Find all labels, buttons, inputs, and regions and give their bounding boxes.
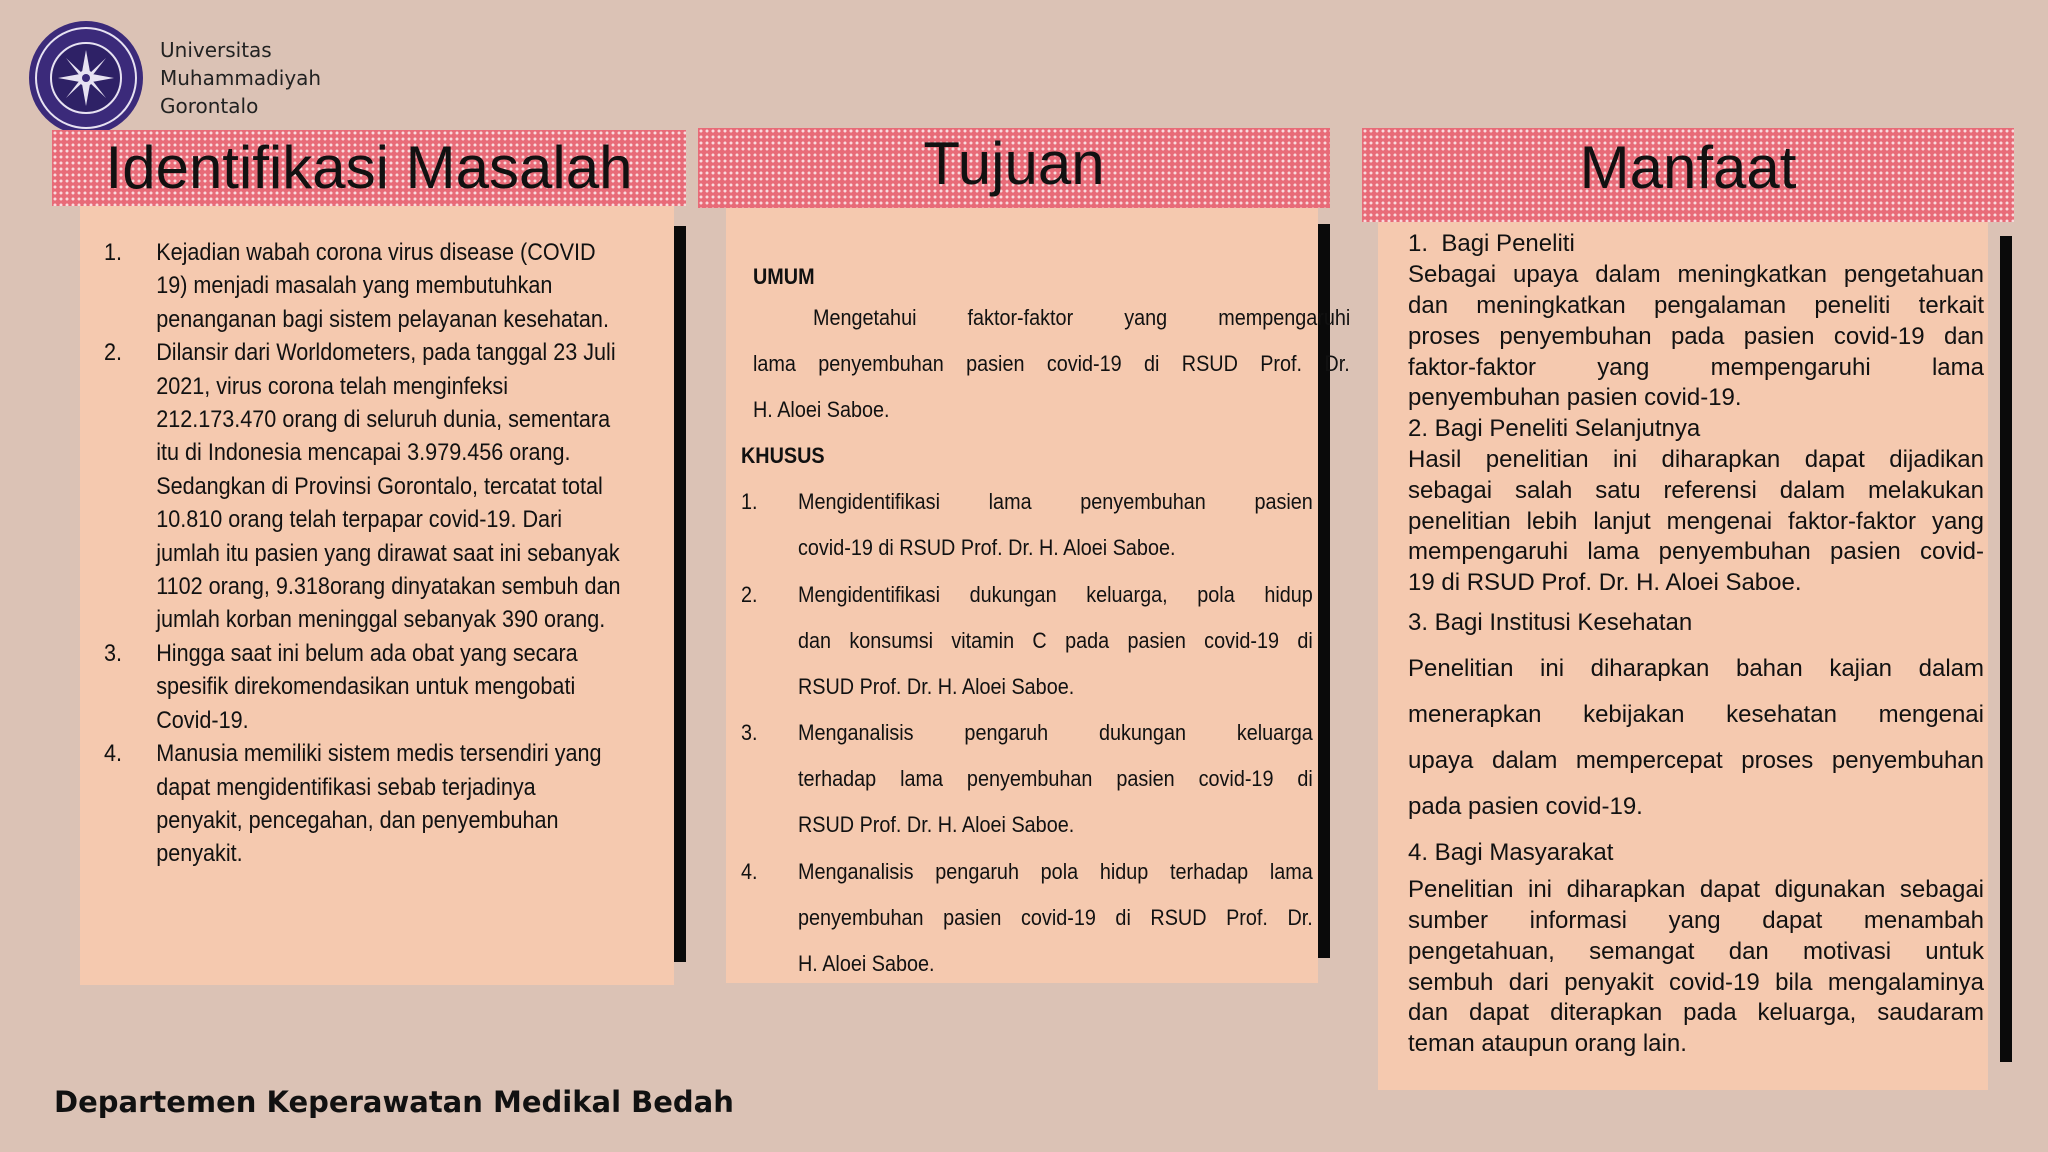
list-item: 3. Hingga saat ini belum ada obat yang secara spesifik direkomendasikan untuk mengobati Covid-19. — [104, 639, 578, 734]
manfaat-line: penyembuhan pasien covid-19. — [1408, 384, 1742, 411]
manfaat-heading: 3. Bagi Institusi Kesehatan — [1408, 609, 1693, 636]
khusus-line: Menganalisis pengaruh pola hidup terhadap lama — [798, 859, 1313, 884]
khusus-line: RSUD Prof. Dr. H. Aloei Saboe. — [798, 674, 1075, 699]
manfaat-accent-bar — [2000, 236, 2012, 1062]
identifikasi-list — [104, 236, 655, 871]
manfaat-line: dan meningkatkan pengalaman peneliti terkait — [1408, 292, 1984, 319]
khusus-line: Menganalisis pengaruh dukungan keluarga — [798, 720, 1313, 745]
manfaat-line: pengetahuan, semangat dan motivasi untuk — [1408, 938, 1984, 965]
manfaat-line: 19 di RSUD Prof. Dr. H. Aloei Saboe. — [1408, 569, 1802, 596]
umum-line: lama penyembuhan pasien covid-19 di RSUD Prof. Dr. — [753, 351, 1350, 376]
manfaat-line: sumber informasi yang dapat menambah — [1408, 907, 1984, 934]
manfaat-line: Hasil penelitian ini diharapkan dapat dijadikan — [1408, 446, 1984, 473]
khusus-line: Mengidentifikasi lama penyembuhan pasien — [798, 489, 1313, 514]
manfaat-line: teman ataupun orang lain. — [1408, 1030, 1687, 1057]
identifikasi-banner — [52, 130, 686, 206]
tujuan-title: Tujuan — [923, 130, 1105, 197]
list-item: 4. Manusia memiliki sistem medis tersendiri yang dapat mengidentifikasi sebab terjadinya penyakit, pencegahan, dan penyembuhan penyakit. — [104, 740, 602, 868]
university-seal-icon — [26, 20, 146, 136]
umum-label: UMUM — [753, 264, 815, 289]
manfaat-line: sembuh dari penyakit covid-19 bila mengalaminya — [1408, 969, 1984, 996]
manfaat-line: penelitian lebih lanjut mengenai faktor-faktor yang — [1408, 508, 1984, 535]
department-footer: Departemen Keperawatan Medikal Bedah — [54, 1085, 734, 1119]
khusus-line: RSUD Prof. Dr. H. Aloei Saboe. — [798, 812, 1075, 837]
manfaat-line: proses penyembuhan pada pasien covid-19 dan — [1408, 323, 1984, 350]
manfaat-heading: 2. Bagi Peneliti Selanjutnya — [1408, 415, 1701, 442]
manfaat-line: mempengaruhi lama penyembuhan pasien covid- — [1408, 538, 1984, 565]
khusus-num: 3. — [741, 720, 758, 745]
manfaat-heading: 1. Bagi Peneliti — [1408, 230, 1575, 257]
khusus-line: penyembuhan pasien covid-19 di RSUD Prof. Dr. — [798, 905, 1313, 930]
khusus-line: covid-19 di RSUD Prof. Dr. H. Aloei Saboe. — [798, 535, 1176, 560]
manfaat-line: Sebagai upaya dalam meningkatkan pengetahuan — [1408, 261, 1984, 288]
identifikasi-title: Identifikasi Masalah — [105, 134, 633, 201]
manfaat-line: sebagai salah satu referensi dalam melakukan — [1408, 477, 1984, 504]
khusus-line: H. Aloei Saboe. — [798, 951, 935, 976]
manfaat-line: Penelitian ini diharapkan dapat digunakan sebagai — [1408, 876, 1984, 903]
khusus-line: Mengidentifikasi dukungan keluarga, pola hidup — [798, 582, 1313, 607]
khusus-num: 4. — [741, 859, 758, 884]
tujuan-banner — [698, 128, 1330, 208]
manfaat-line: dan dapat diterapkan pada keluarga, saudaram — [1408, 999, 1984, 1026]
manfaat-banner — [1362, 128, 2014, 222]
khusus-num: 1. — [741, 489, 758, 514]
list-item: 2. Dilansir dari Worldometers, pada tanggal 23 Juli 2021, virus corona telah menginfeksi 212.173.470 orang di seluruh dunia, sementara itu di Indonesia mencapai 3.979.456 orang. Sedangkan di Provinsi Gorontalo, tercatat total 10.810 orang telah terpapar covid-19. Dari jumlah itu pasien yang dirawat saat ini sebanyak 1102 orang, 9.318orang dinyatakan sembuh dan jumlah korban meninggal sebanyak 390 orang. — [104, 339, 621, 634]
identifikasi-accent-bar — [674, 226, 686, 962]
manfaat-line: Penelitian ini diharapkan bahan kajian dalam — [1408, 655, 1984, 682]
institution-name: Universitas Muhammadiyah Gorontalo — [160, 38, 322, 118]
list-item: 1. Kejadian wabah corona virus disease (COVID 19) menjadi masalah yang membutuhkan penanganan bagi sistem pelayanan kesehatan. — [104, 239, 609, 333]
khusus-line: dan konsumsi vitamin C pada pasien covid-19 di — [798, 628, 1313, 653]
umum-line: H. Aloei Saboe. — [753, 397, 890, 422]
khusus-num: 2. — [741, 582, 758, 607]
umum-line: Mengetahui faktor-faktor yang mempengaruhi — [813, 305, 1351, 330]
khusus-label: KHUSUS — [741, 443, 825, 468]
manfaat-line: upaya dalam mempercepat proses penyembuhan — [1408, 747, 1984, 774]
khusus-line: terhadap lama penyembuhan pasien covid-19 di — [798, 766, 1313, 791]
manfaat-line: pada pasien covid-19. — [1408, 793, 1643, 820]
manfaat-line: menerapkan kebijakan kesehatan mengenai — [1408, 701, 1984, 728]
manfaat-heading: 4. Bagi Masyarakat — [1408, 839, 1614, 866]
manfaat-title: Manfaat — [1579, 134, 1797, 201]
manfaat-line: faktor-faktor yang mempengaruhi lama — [1408, 354, 1984, 381]
